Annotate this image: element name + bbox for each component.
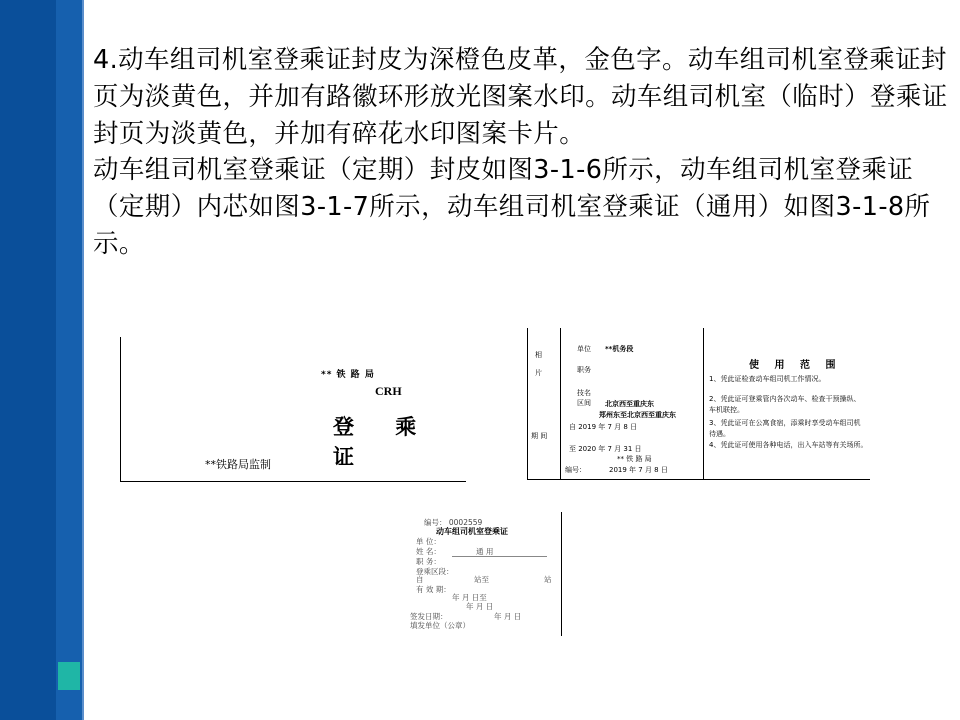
paragraph-cover-description: 4.动车组司机室登乘证封皮为深橙色皮革，金色字。动车组司机室登乘证封页为淡黄色，并加有路徽环形放光图案水印。动车组司机室（临时）登乘证封页为淡黄色，并加有碎花水印图案卡片。 [93,45,948,149]
paragraph-figure-references: 动车组司机室登乘证（定期）封皮如图3-1-6所示，动车组司机室登乘证（定期）内芯如图3-1-7所示，动车组司机室登乘证（通用）如图3-1-8所示。 [93,155,931,259]
general-station-1: 站至 [474,575,489,584]
inner-column-divider [560,328,561,480]
general-valid-to: 年 月 日 [466,602,494,611]
inner-period-label: 期 间 [531,432,548,440]
inner-center-fold [703,328,704,480]
cover-bureau: ** 铁 路 局 [321,370,375,380]
general-right-border [561,512,562,636]
inner-unit-value: **机务段 [605,345,634,353]
inner-scope-3b: 待遇。 [709,430,730,438]
general-issuer: 填发单位（公章） [410,621,470,630]
cover-crh: CRH [375,384,402,398]
inner-section-value-1: 北京西至重庆东 [605,400,654,408]
inner-bottom-border [527,479,870,480]
inner-scope-1: 1、凭此证检查动车组司机工作情况。 [709,375,826,383]
general-name-value: 通 用 [476,547,494,556]
general-unit: 单 位： [416,537,441,546]
inner-section-label-2: 区间 [577,399,591,407]
inner-scope-3a: 3、凭此证可在公寓食宿，添乘时享受动车组司机 [709,419,861,427]
inner-scope-title: 使 用 范 围 [749,360,842,371]
figure-cover [120,337,466,482]
side-bar-dark [0,0,56,720]
cover-supervise: **铁路局监制 [205,458,271,471]
general-station-2: 站 [544,575,552,584]
inner-photo-label-1: 相 [535,351,542,359]
inner-issue-date: 2019 年 7 月 8 日 [609,466,668,474]
figure-inner [527,328,870,480]
inner-section-label-1: 技名 [577,389,591,397]
figure-general [404,512,564,636]
side-bar-stripe [56,0,82,662]
general-valid: 有 效 期： [416,585,451,594]
side-bar-separator [82,0,84,720]
side-bar-accent [58,662,80,690]
inner-issuer: ** 铁 路 局 [617,455,652,463]
inner-scope-2b: 车机联控。 [709,406,744,414]
general-from: 自 [416,575,424,584]
general-valid-from: 年 月 日至 [452,593,487,602]
general-issue-date-value: 年 月 日 [494,612,522,621]
general-title: 动车组司机室登乘证 [436,527,508,536]
general-name-underline [452,556,547,557]
general-post: 职 务： [416,557,441,566]
inner-left-border [527,328,528,480]
inner-to-line: 至 2020 年 7 月 31 日 [569,445,642,453]
slide-body [93,42,953,263]
inner-scope-4: 4、凭此证可使用各种电话，出入车站等有关场所。 [709,441,868,449]
inner-photo-label-2: 片 [535,369,542,377]
inner-number-label: 编号： [565,466,586,474]
inner-unit-label: 单位 [577,345,591,353]
general-name-label: 姓 名： [416,547,441,556]
general-section: 登乘区段： [416,567,454,576]
general-issue-date-label: 签发日期： [410,612,448,621]
inner-section-value-2: 郑州东至北京西至重庆东 [599,411,676,419]
cover-title: 登 乘 证 [333,415,434,469]
inner-scope-2a: 2、凭此证可登乘管内各次动车、检查干预操纵、 [709,395,861,403]
inner-from-line: 自 2019 年 7 月 8 日 [569,423,638,431]
inner-post-label: 职务 [577,366,591,374]
general-serial: 编号： 0002559 [424,518,483,527]
